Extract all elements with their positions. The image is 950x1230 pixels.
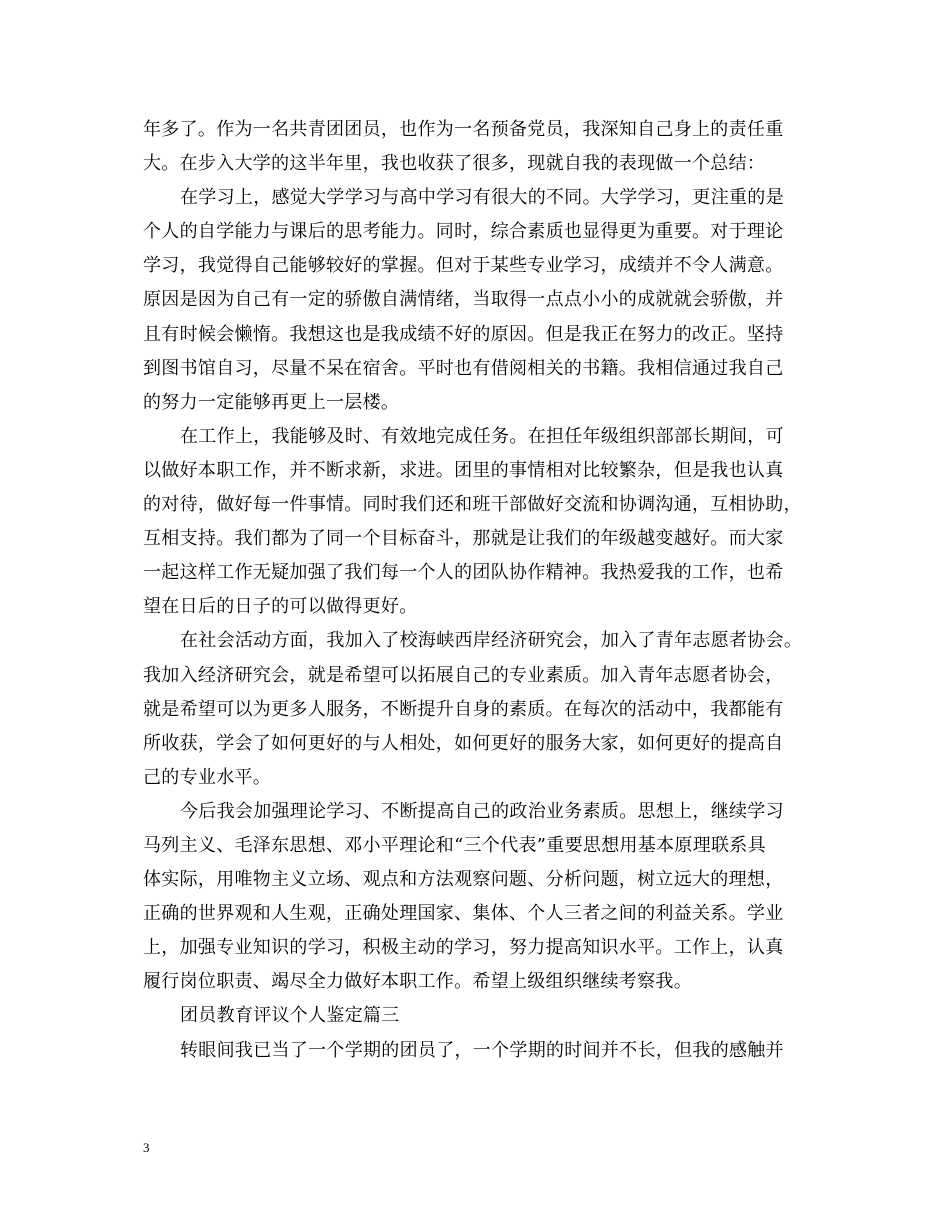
- text-line: 一起这样工作无疑加强了我们每一个人的团队协作精神。我热爱我的工作，也希: [143, 562, 784, 584]
- text-line: 的努力一定能够再更上一层楼。: [143, 391, 400, 413]
- text-line: 个人的自学能力与课后的思考能力。同时，综合素质也显得更为重要。对于理论: [143, 221, 784, 243]
- text-line: 年多了。作为一名共青团团员，也作为一名预备党员，我深知自己身上的责任重: [143, 119, 784, 140]
- text-line: 正确的世界观和人生观，正确处理国家、集体、个人三者之间的利益关系。学业: [143, 903, 784, 925]
- text-line: 学习，我觉得自己能够较好的掌握。但对于某些专业学习，成绩并不令人满意。: [143, 255, 784, 277]
- text-line: 转眼间我已当了一个学期的团员了，一个学期的时间并不长，但我的感触并: [180, 1039, 784, 1061]
- text-line: 的对待，做好每一件事情。同时我们还和班干部做好交流和协调沟通，互相协助，: [143, 494, 802, 516]
- text-line: 到图书馆自习，尽量不呆在宿舍。平时也有借阅相关的书籍。我相信通过我自己: [143, 357, 784, 379]
- text-line: 马列主义、毛泽东思想、邓小平理论和“三个代表”重要思想用基本原理联系具: [143, 834, 766, 856]
- text-line: 望在日后的日子的可以做得更好。: [143, 596, 418, 618]
- text-line: 互相支持。我们都为了同一个目标奋斗，那就是让我们的年级越变越好。而大家: [143, 528, 784, 550]
- text-line: 我加入经济研究会，就是希望可以拓展自己的专业素质。加入青年志愿者协会，: [143, 664, 784, 686]
- text-line: 体实际，用唯物主义立场、观点和方法观察问题、分析问题，树立远大的理想，: [143, 869, 784, 891]
- text-line: 上，加强专业知识的学习，积极主动的学习，努力提高知识水平。工作上，认真: [143, 937, 784, 959]
- text-line: 在学习上，感觉大学学习与高中学习有很大的不同。大学学习，更注重的是: [180, 187, 784, 209]
- text-line: 在工作上，我能够及时、有效地完成任务。在担任年级组织部部长期间，可: [180, 425, 784, 447]
- text-line: 己的专业水平。: [143, 766, 272, 788]
- text-line: 大。在步入大学的这半年里，我也收获了很多，现就自我的表现做一个总结：: [143, 153, 766, 175]
- text-line: 且有时候会懒惰。我想这也是我成绩不好的原因。但是我正在努力的改正。坚持: [143, 323, 784, 345]
- body-text: [143, 113, 813, 1068]
- text-line: 所收获，学会了如何更好的与人相处，如何更好的服务大家，如何更好的提高自: [143, 732, 784, 754]
- text-line: 在社会活动方面，我加入了校海峡西岸经济研究会，加入了青年志愿者协会。: [180, 630, 803, 652]
- text-line: 今后我会加强理论学习、不断提高自己的政治业务素质。思想上，继续学习: [180, 800, 784, 822]
- page-number: 3: [143, 1140, 150, 1155]
- text-line: 就是希望可以为更多人服务，不断提升自身的素质。在每次的活动中，我都能有: [143, 698, 784, 720]
- text-line: 履行岗位职责、竭尽全力做好本职工作。希望上级组织继续考察我。: [143, 971, 692, 993]
- text-line: 原因是因为自己有一定的骄傲自满情绪，当取得一点点小小的成就就会骄傲，并: [143, 289, 784, 311]
- text-line: 团员教育评议个人鉴定篇三: [180, 1005, 400, 1027]
- text-line: 以做好本职工作，并不断求新，求进。团里的事情相对比较繁杂，但是我也认真: [143, 459, 784, 481]
